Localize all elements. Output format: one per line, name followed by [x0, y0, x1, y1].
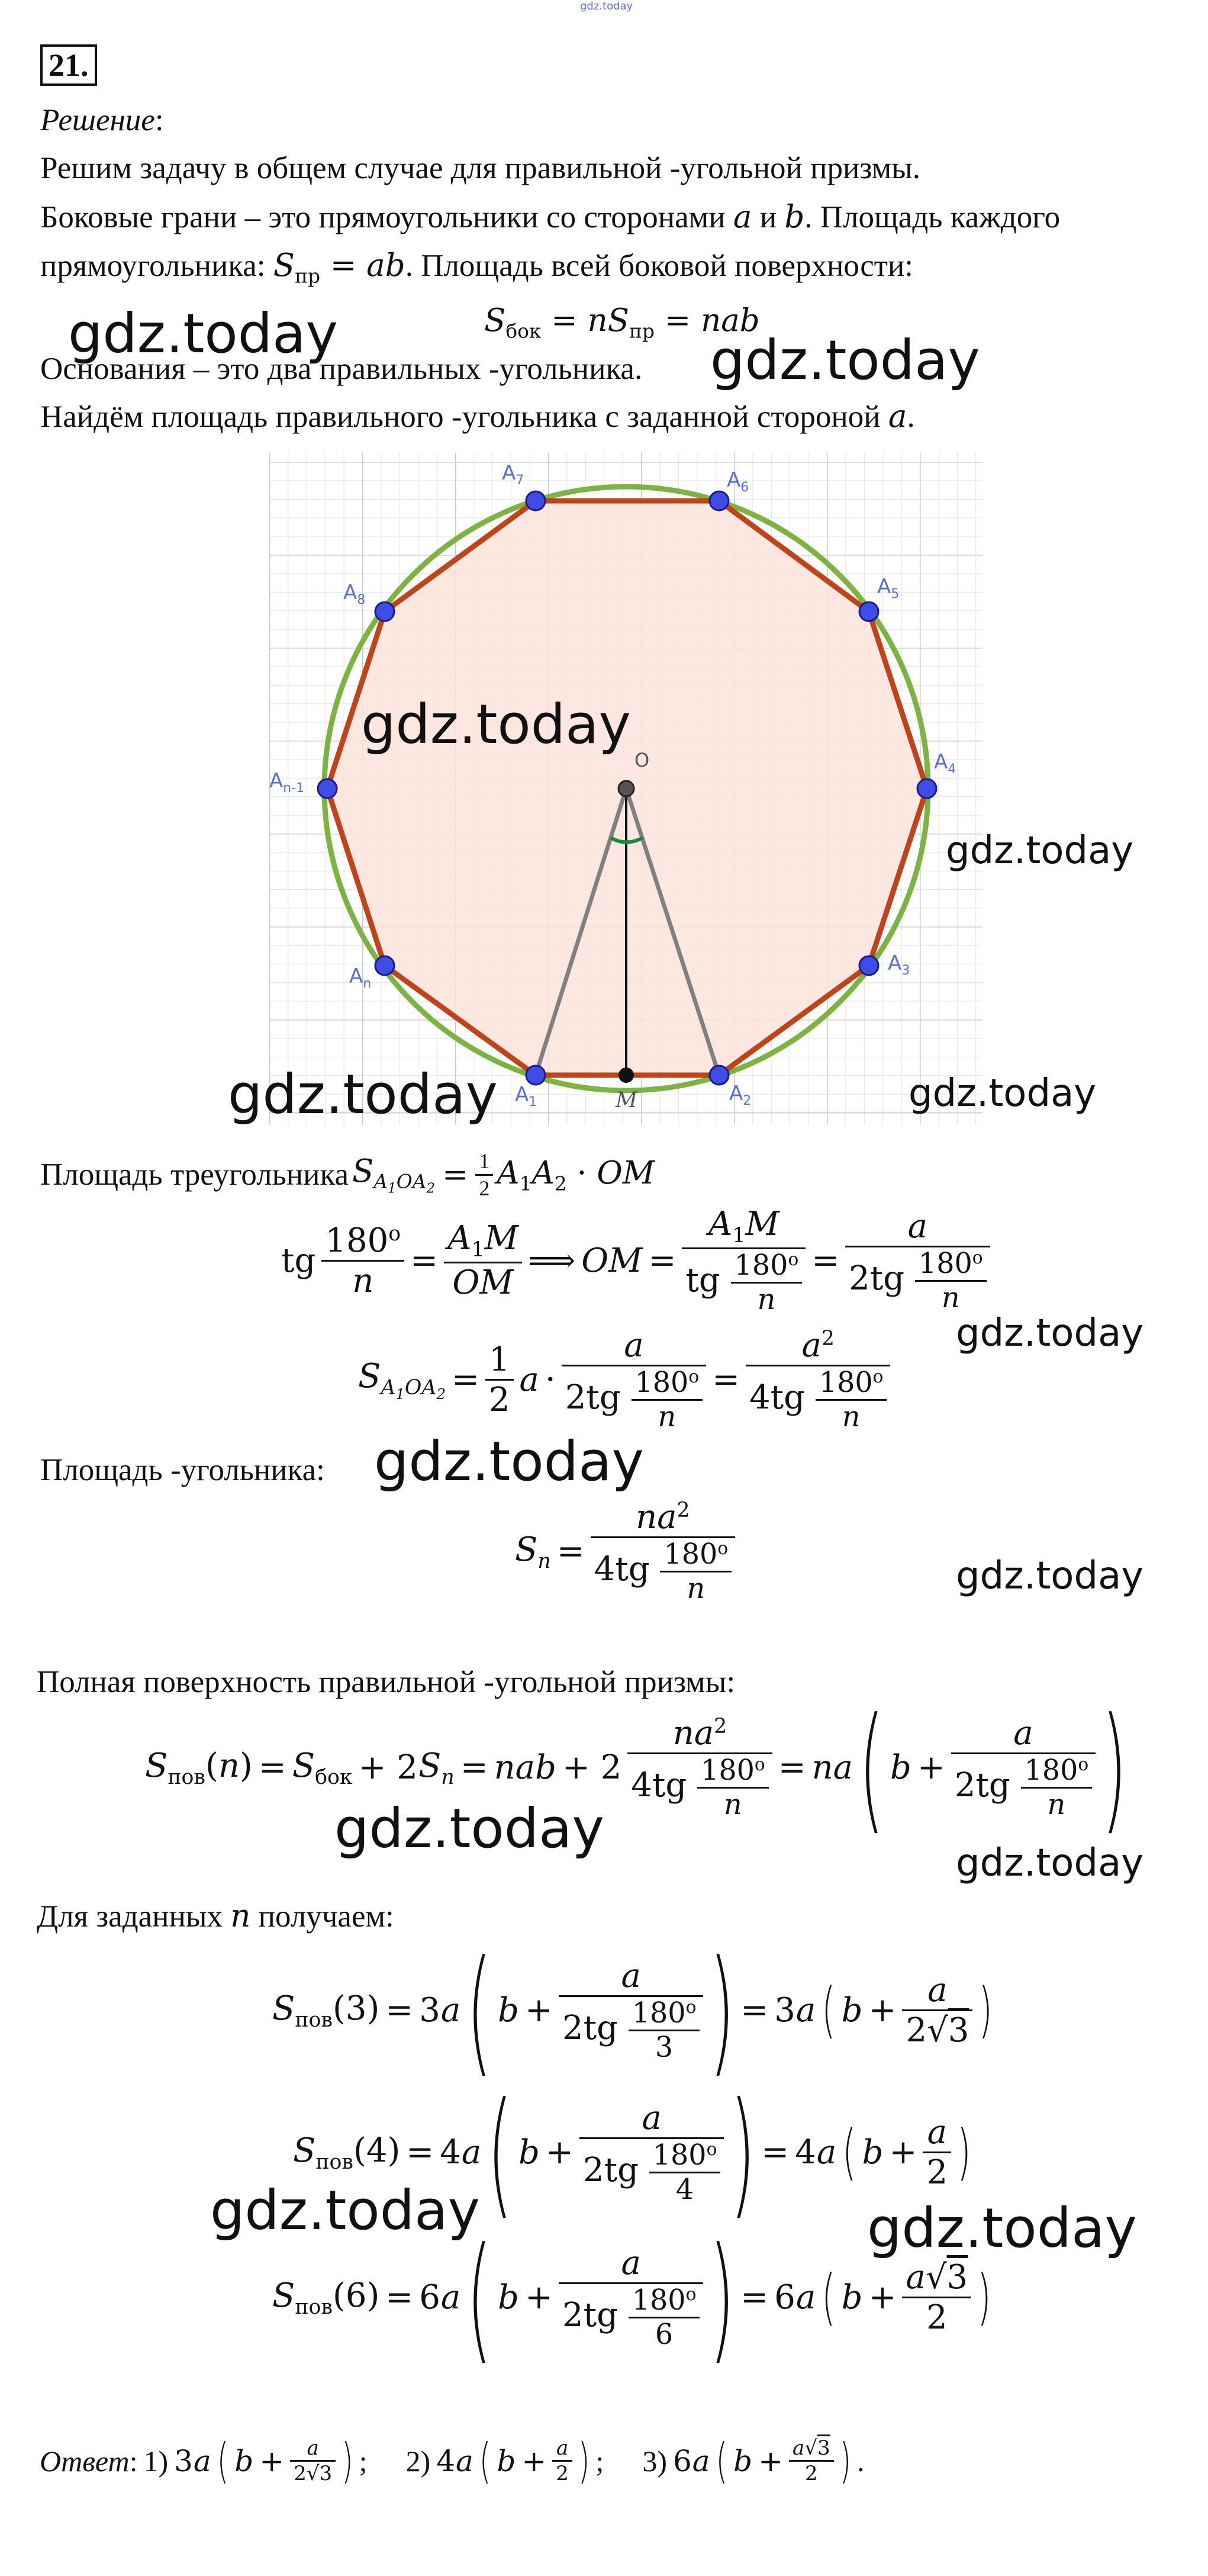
solution-label: Решение:: [40, 103, 164, 137]
n-gon-area-formula: $S_n$ = $na^2$ 4tg $\frac{180^o}{n}$: [512, 1498, 738, 1605]
surface-n3-formula: $S_{пов}(3)$ = 3 a ( b + a 2tg $\frac{180^o}{3}$ ) = 3 a ( b + $\frac{a}{2√3}$ ): [272, 1931, 993, 2091]
watermark: gdz.today: [909, 1072, 1097, 1115]
point-o: [619, 781, 634, 796]
label-a8: $A_8$: [343, 581, 366, 607]
label-a3: $A_3$: [888, 951, 910, 978]
watermark: gdz.today: [228, 1063, 498, 1126]
triangle-area-line: Площадь треугольника $S_{A_1OA_2}$ = $\frac{1}{2}$ $A_1A_2$ · OM: [40, 1149, 655, 1201]
watermark: gdz.today: [334, 1797, 604, 1860]
tg-formula: tg $\frac{180^o}{n}$ = $\frac{A_1M}{OM}$ ⟹ OM = $A_1M$ tg $\frac{180^o}{n}$ = a 2tg $\frac{180^o}{n}$: [278, 1205, 993, 1316]
watermark: gdz.today: [68, 302, 338, 365]
watermark: gdz.today: [956, 1311, 1144, 1355]
label-m: M: [616, 1088, 637, 1112]
point-m: [619, 1067, 634, 1083]
label-an: $A_n$: [349, 964, 372, 991]
label-a7: $A_7$: [502, 461, 524, 488]
watermark: gdz.today: [956, 1841, 1144, 1885]
bases-line: Основания – это два правильных -угольника.: [40, 352, 643, 386]
watermark: gdz.today: [956, 1554, 1144, 1598]
surface-n4-formula: $S_{пов}(4)$ = 4 a ( b + a 2tg $\frac{180^o}{4}$ ) = 4 a ( b + $\frac{a}{2}$ ): [293, 2073, 971, 2233]
polygon-diagram: [260, 450, 994, 1131]
triangle-area-formula: $S_{A_1OA_2}$ = $\frac{1}{2}$ a · a 2tg $\frac{180^o}{n}$ = $a^2$ 4tg $\frac{180^o}{n}$: [355, 1326, 893, 1433]
header-watermark: gdz.today: [580, 0, 633, 12]
intro-line-3: прямоугольника: $S_{пр}$ = ab. Площадь всей боковой поверхности:: [40, 247, 914, 288]
watermark: gdz.today: [946, 829, 1134, 873]
find-area-line: Найдём площадь правильного -угольника с заданной стороной a.: [40, 398, 915, 435]
watermark: gdz.today: [210, 2179, 480, 2242]
watermark: gdz.today: [374, 1430, 644, 1493]
label-a6: $A_6$: [727, 468, 749, 495]
label-a1: $A_1$: [515, 1083, 537, 1109]
intro-line-1: Решим задачу в общем случае для правильной -угольной призмы.: [40, 151, 920, 185]
answer-line: Ответ: 1) 3 a ( b + $\frac{a}{2√3}$ ) ; 2) 4 a ( b + $\frac{a}{2}$ ) ; 3) 6 a ( b + $\frac{a√3}{2}$ ) .: [40, 2433, 865, 2488]
label-a4: $A_4$: [934, 750, 956, 777]
n-gon-area-label: Площадь -угольника:: [40, 1453, 325, 1487]
full-surface-formula: $S_{пов}(n)$ = $S_{бок}$ + 2 $S_n$ = nab + 2 $na^2$ 4tg $\frac{180^o}{n}$ = na ( b + a 2tg $\frac{180^o}{n}$ ): [145, 1688, 1128, 1848]
label-a5: $A_5$: [877, 575, 900, 602]
surface-n6-formula: $S_{пов}(6)$ = 6 a ( b + a 2tg $\frac{180^o}{6}$ ) = 6 a ( b + $\frac{a√3}{2}$ ): [272, 2218, 991, 2378]
for-given-n-line: Для заданных n получаем:: [37, 1898, 394, 1934]
watermark: gdz.today: [710, 329, 980, 392]
label-an-1: $A_{n-1}$: [269, 769, 305, 796]
watermark: gdz.today: [867, 2196, 1137, 2260]
lateral-formula: $S_{бок} = nS_{пр}$ = nab: [484, 303, 760, 343]
label-a2: $A_2$: [729, 1082, 752, 1108]
label-o: O: [634, 749, 650, 771]
watermark: gdz.today: [361, 693, 631, 756]
intro-line-2: Боковые грани – это прямоугольники со сторонами a и b. Площадь каждого: [40, 199, 1061, 235]
task-number: 21.: [40, 44, 97, 86]
full-surface-label: Полная поверхность правильной -угольной призмы:: [37, 1665, 736, 1699]
